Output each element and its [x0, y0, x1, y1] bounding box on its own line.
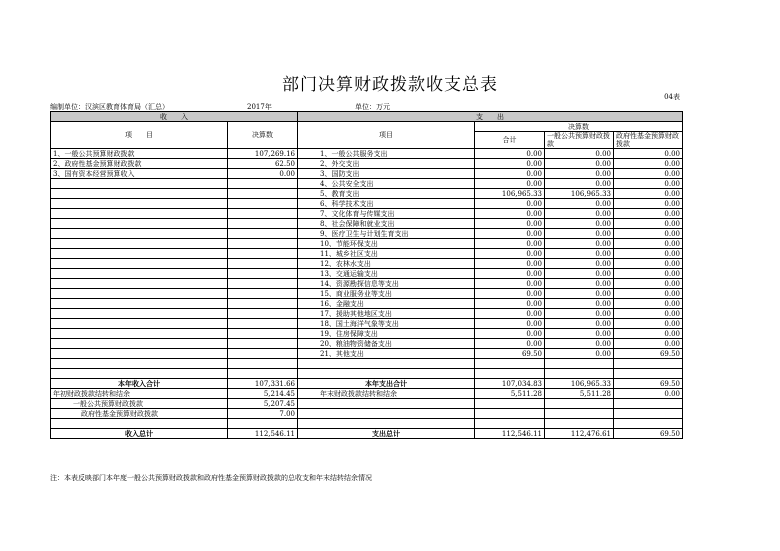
empty-cell [228, 179, 298, 189]
begin-fund-label: 政府性基金预算财政拨款 [51, 409, 228, 419]
empty-cell [614, 419, 683, 429]
expense-item-name: 3、国防支出 [298, 169, 475, 179]
expense-item-total: 0.00 [475, 239, 545, 249]
fund-column-header: 政府性基金预算财政拨款 [614, 132, 683, 149]
empty-cell [51, 199, 228, 209]
blank-row [51, 419, 683, 429]
empty-cell [475, 359, 545, 369]
empty-cell [51, 209, 228, 219]
expense-item-general: 0.00 [545, 299, 614, 309]
expense-item-total: 0.00 [475, 289, 545, 299]
empty-cell [51, 299, 228, 309]
expense-item-general: 0.00 [545, 269, 614, 279]
expense-item-fund: 0.00 [614, 169, 683, 179]
expense-item-general: 106,965.33 [545, 189, 614, 199]
expense-amount-header: 决算数 [475, 122, 683, 132]
expense-item-total: 0.00 [475, 309, 545, 319]
expense-item-general: 0.00 [545, 289, 614, 299]
expense-section-header: 支 出 [298, 112, 683, 122]
table-row [51, 209, 683, 219]
expense-item-total: 0.00 [475, 229, 545, 239]
end-balance-general: 5,511.28 [545, 389, 614, 399]
expense-item-general: 0.00 [545, 329, 614, 339]
table-row [51, 219, 683, 229]
expense-item-general: 0.00 [545, 179, 614, 189]
empty-cell [545, 399, 614, 409]
empty-cell [228, 249, 298, 259]
empty-cell [298, 419, 475, 429]
grand-expense-general: 112,476.61 [545, 429, 614, 439]
income-item-value: 107,269.16 [228, 149, 298, 159]
grand-total-row [51, 429, 683, 439]
expense-item-total: 0.00 [475, 329, 545, 339]
empty-cell [228, 299, 298, 309]
expense-item-total: 0.00 [475, 269, 545, 279]
grand-expense-fund: 69.50 [614, 429, 683, 439]
year-expense-general: 106,965.33 [545, 379, 614, 389]
empty-cell [51, 229, 228, 239]
expense-item-fund: 0.00 [614, 259, 683, 269]
income-item-header: 项 目 [51, 122, 228, 149]
empty-cell [228, 349, 298, 359]
empty-cell [545, 419, 614, 429]
total-column-header: 合计 [475, 132, 545, 149]
grand-expense-label: 支出总计 [298, 429, 475, 439]
expense-item-fund: 0.00 [614, 249, 683, 259]
empty-cell [475, 399, 545, 409]
expense-item-fund: 0.00 [614, 329, 683, 339]
year-expense-total: 107,034.83 [475, 379, 545, 389]
table-row [51, 249, 683, 259]
table-row [51, 269, 683, 279]
empty-cell [545, 409, 614, 419]
income-item-name: 1、一般公共预算财政拨款 [51, 149, 228, 159]
expense-item-fund: 0.00 [614, 189, 683, 199]
expense-item-name: 15、商业服务业等支出 [298, 289, 475, 299]
expense-item-general: 0.00 [545, 339, 614, 349]
table-row [51, 289, 683, 299]
income-item-name: 3、国有资本经营预算收入 [51, 169, 228, 179]
empty-cell [614, 399, 683, 409]
balance-detail-row [51, 399, 683, 409]
expense-item-total: 0.00 [475, 279, 545, 289]
empty-cell [51, 259, 228, 269]
expense-item-total: 69.50 [475, 349, 545, 359]
empty-cell [298, 369, 475, 379]
table-row [51, 299, 683, 309]
empty-cell [51, 279, 228, 289]
empty-cell [228, 259, 298, 269]
expense-item-fund: 69.50 [614, 349, 683, 359]
expense-item-fund: 0.00 [614, 289, 683, 299]
empty-cell [298, 359, 475, 369]
income-item-name: 2、政府性基金预算财政拨款 [51, 159, 228, 169]
table-row [51, 329, 683, 339]
expense-item-name: 17、援助其他地区支出 [298, 309, 475, 319]
table-code: 04表 [664, 93, 680, 101]
expense-item-name: 20、粮油物资储备支出 [298, 339, 475, 349]
compiling-unit: 编制单位：汉滨区教育体育局（汇总） [50, 103, 169, 111]
year-income-total-label: 本年收入合计 [51, 379, 228, 389]
expense-item-fund: 0.00 [614, 319, 683, 329]
expense-item-general: 0.00 [545, 209, 614, 219]
table-row [51, 349, 683, 359]
expense-item-fund: 0.00 [614, 219, 683, 229]
fiscal-summary-table [50, 111, 683, 439]
begin-general-value: 5,207.45 [228, 399, 298, 409]
table-row [51, 319, 683, 329]
empty-cell [228, 339, 298, 349]
grand-income-label: 收入总计 [51, 429, 228, 439]
expense-item-name: 6、科学技术支出 [298, 199, 475, 209]
empty-cell [51, 419, 228, 429]
expense-item-total: 0.00 [475, 169, 545, 179]
end-balance-fund: 0.00 [614, 389, 683, 399]
table-row [51, 159, 683, 169]
table-row [51, 239, 683, 249]
general-column-header: 一般公共预算财政拨款 [545, 132, 614, 149]
expense-item-total: 0.00 [475, 149, 545, 159]
empty-cell [545, 359, 614, 369]
empty-cell [228, 239, 298, 249]
expense-item-fund: 0.00 [614, 149, 683, 159]
empty-cell [51, 269, 228, 279]
expense-item-fund: 0.00 [614, 299, 683, 309]
expense-item-name: 5、教育支出 [298, 189, 475, 199]
balance-row [51, 389, 683, 399]
empty-cell [228, 419, 298, 429]
begin-general-label: 一般公共预算财政拨款 [51, 399, 228, 409]
empty-cell [51, 239, 228, 249]
expense-item-fund: 0.00 [614, 179, 683, 189]
empty-cell [475, 409, 545, 419]
empty-cell [228, 369, 298, 379]
begin-fund-value: 7.00 [228, 409, 298, 419]
table-row [51, 339, 683, 349]
empty-cell [51, 309, 228, 319]
year-total-row [51, 379, 683, 389]
empty-cell [51, 179, 228, 189]
empty-cell [51, 289, 228, 299]
expense-item-general: 0.00 [545, 309, 614, 319]
expense-item-name: 2、外交支出 [298, 159, 475, 169]
expense-item-total: 0.00 [475, 209, 545, 219]
expense-item-name: 13、交通运输支出 [298, 269, 475, 279]
expense-item-general: 0.00 [545, 199, 614, 209]
empty-cell [614, 369, 683, 379]
expense-item-fund: 0.00 [614, 209, 683, 219]
expense-item-general: 0.00 [545, 249, 614, 259]
expense-item-name: 11、城乡社区支出 [298, 249, 475, 259]
year-expense-total-label: 本年支出合计 [298, 379, 475, 389]
empty-cell [51, 329, 228, 339]
expense-item-fund: 0.00 [614, 229, 683, 239]
year-expense-fund: 69.50 [614, 379, 683, 389]
empty-cell [51, 189, 228, 199]
empty-cell [228, 329, 298, 339]
empty-cell [475, 369, 545, 379]
income-item-value: 0.00 [228, 169, 298, 179]
expense-item-name: 9、医疗卫生与计划生育支出 [298, 229, 475, 239]
expense-item-fund: 0.00 [614, 159, 683, 169]
empty-cell [228, 199, 298, 209]
empty-cell [545, 369, 614, 379]
table-row [51, 149, 683, 159]
expense-item-general: 0.00 [545, 349, 614, 359]
expense-item-name: 14、资源勘探信息等支出 [298, 279, 475, 289]
table-row [51, 179, 683, 189]
expense-item-name: 21、其他支出 [298, 349, 475, 359]
expense-item-fund: 0.00 [614, 309, 683, 319]
blank-row [51, 359, 683, 369]
expense-item-fund: 0.00 [614, 279, 683, 289]
empty-cell [51, 249, 228, 259]
expense-item-fund: 0.00 [614, 199, 683, 209]
expense-item-total: 0.00 [475, 199, 545, 209]
table-row [51, 259, 683, 269]
empty-cell [228, 309, 298, 319]
expense-item-total: 0.00 [475, 179, 545, 189]
expense-item-name: 1、一般公共服务支出 [298, 149, 475, 159]
expense-item-general: 0.00 [545, 319, 614, 329]
empty-cell [228, 209, 298, 219]
expense-item-header: 项目 [298, 122, 475, 149]
balance-detail-row [51, 409, 683, 419]
empty-cell [614, 409, 683, 419]
empty-cell [228, 289, 298, 299]
empty-cell [614, 359, 683, 369]
expense-item-total: 0.00 [475, 159, 545, 169]
end-balance-total: 5,511.28 [475, 389, 545, 399]
expense-item-general: 0.00 [545, 279, 614, 289]
empty-cell [475, 419, 545, 429]
begin-balance-value: 5,214.45 [228, 389, 298, 399]
blank-row [51, 369, 683, 379]
expense-item-name: 16、金融支出 [298, 299, 475, 309]
empty-cell [228, 279, 298, 289]
table-row [51, 309, 683, 319]
empty-cell [298, 409, 475, 419]
expense-item-total: 0.00 [475, 219, 545, 229]
currency-unit: 单位：万元 [355, 103, 390, 111]
expense-item-name: 7、文化体育与传媒支出 [298, 209, 475, 219]
table-row [51, 279, 683, 289]
expense-item-general: 0.00 [545, 169, 614, 179]
grand-expense-total: 112,546.11 [475, 429, 545, 439]
empty-cell [51, 339, 228, 349]
empty-cell [228, 229, 298, 239]
footnote: 注：本表反映部门本年度一般公共预算财政拨款和政府性基金预算财政拨款的总收支和年末结转结余情况 [50, 474, 372, 482]
expense-item-total: 0.00 [475, 339, 545, 349]
expense-item-fund: 0.00 [614, 339, 683, 349]
expense-item-name: 4、公共安全支出 [298, 179, 475, 189]
expense-item-total: 0.00 [475, 319, 545, 329]
expense-item-name: 12、农林水支出 [298, 259, 475, 269]
report-year: 2017年 [247, 103, 272, 111]
table-row [51, 229, 683, 239]
empty-cell [228, 359, 298, 369]
report-title: 部门决算财政拨款收支总表 [282, 75, 498, 95]
expense-item-name: 8、社会保障和就业支出 [298, 219, 475, 229]
expense-item-fund: 0.00 [614, 269, 683, 279]
expense-item-fund: 0.00 [614, 239, 683, 249]
expense-item-general: 0.00 [545, 229, 614, 239]
empty-cell [51, 349, 228, 359]
expense-item-general: 0.00 [545, 259, 614, 269]
empty-cell [51, 319, 228, 329]
empty-cell [228, 219, 298, 229]
begin-balance-label: 年初财政拨款结转和结余 [51, 389, 228, 399]
expense-item-name: 10、节能环保支出 [298, 239, 475, 249]
empty-cell [228, 189, 298, 199]
expense-item-total: 0.00 [475, 259, 545, 269]
expense-item-general: 0.00 [545, 159, 614, 169]
empty-cell [51, 369, 228, 379]
table-row [51, 169, 683, 179]
expense-item-total: 0.00 [475, 299, 545, 309]
grand-income-value: 112,546.11 [228, 429, 298, 439]
expense-item-total: 0.00 [475, 249, 545, 259]
expense-item-name: 18、国土海洋气象等支出 [298, 319, 475, 329]
table-row [51, 199, 683, 209]
empty-cell [51, 359, 228, 369]
income-item-value: 62.50 [228, 159, 298, 169]
empty-cell [228, 269, 298, 279]
income-section-header: 收 入 [51, 112, 298, 122]
empty-cell [298, 399, 475, 409]
empty-cell [51, 219, 228, 229]
expense-item-general: 0.00 [545, 149, 614, 159]
expense-item-general: 0.00 [545, 239, 614, 249]
expense-item-general: 0.00 [545, 219, 614, 229]
table-row [51, 189, 683, 199]
income-amount-header: 决算数 [228, 122, 298, 149]
end-balance-label: 年末财政拨款结转和结余 [298, 389, 475, 399]
year-income-total-value: 107,331.66 [228, 379, 298, 389]
expense-item-total: 106,965.33 [475, 189, 545, 199]
expense-item-name: 19、住房保障支出 [298, 329, 475, 339]
empty-cell [228, 319, 298, 329]
